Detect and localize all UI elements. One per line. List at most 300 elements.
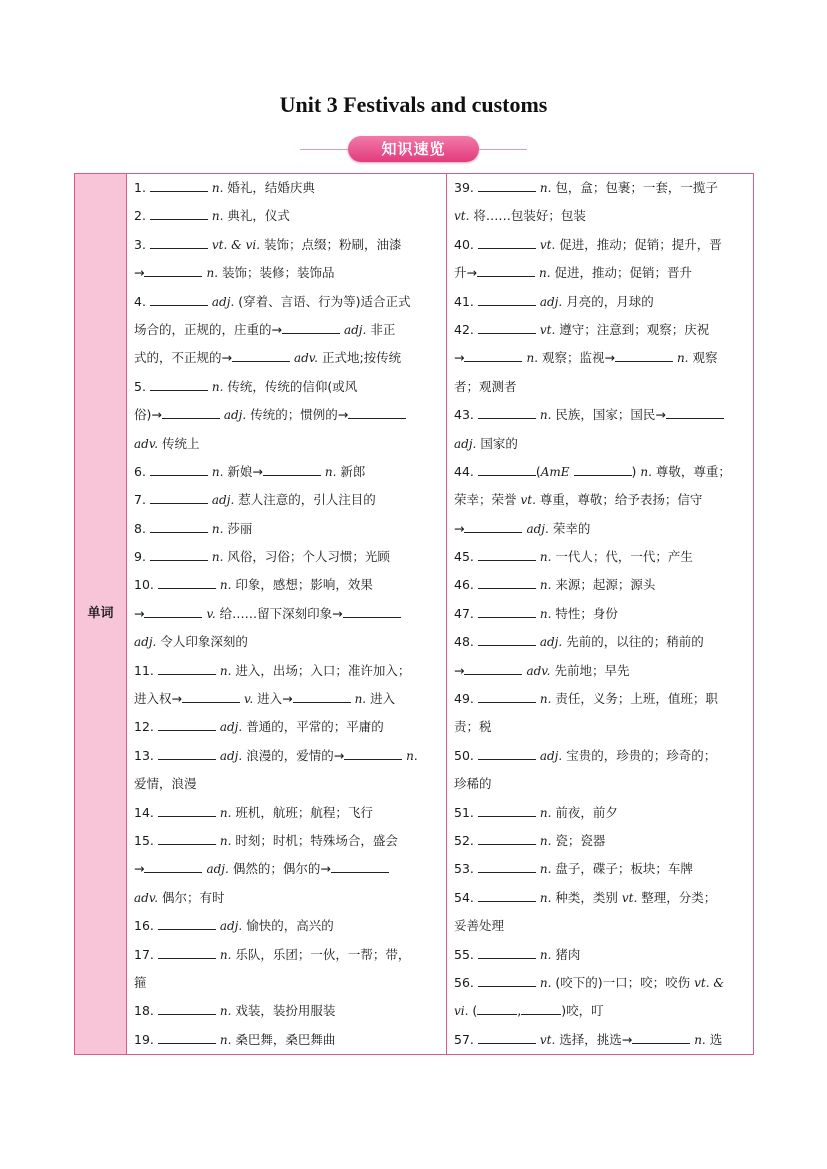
- category-cell: [75, 174, 127, 1054]
- category-label: 单词: [87, 606, 114, 621]
- vocab-line: [454, 941, 746, 969]
- vocab-text: 9.: [134, 549, 150, 565]
- answer-blank[interactable]: [150, 291, 208, 306]
- vocab-text: 装饰；点缀；粉刷，油漆: [260, 236, 402, 252]
- vocab-line: [134, 344, 439, 372]
- vocab-text: 16.: [134, 918, 158, 934]
- vocab-text: 11.: [134, 662, 158, 678]
- answer-blank[interactable]: [150, 376, 208, 391]
- vocab-line: [134, 912, 439, 940]
- vocab-line: [134, 855, 439, 883]
- answer-blank[interactable]: [464, 347, 522, 362]
- vocab-text: 先前的，以往的；稍前的: [562, 634, 704, 650]
- vocab-column-right: [447, 174, 753, 1054]
- vocab-line: [454, 600, 746, 628]
- vocab-text: (: [468, 1003, 478, 1019]
- answer-blank[interactable]: [478, 688, 536, 703]
- vocab-text: 尊重，尊敬；给予表扬；信守: [535, 492, 703, 508]
- vocab-text: 15.: [134, 832, 158, 848]
- answer-blank[interactable]: [478, 802, 536, 817]
- vocab-text: ): [631, 463, 641, 479]
- vocab-line: [454, 515, 746, 543]
- answer-blank[interactable]: [477, 1000, 517, 1015]
- vocab-line: [454, 401, 746, 429]
- part-of-speech: n.: [539, 833, 552, 848]
- vocab-line: [134, 543, 439, 571]
- vocab-text: 5.: [134, 378, 150, 394]
- part-of-speech: v.: [206, 606, 216, 621]
- vocab-line: [134, 742, 439, 770]
- vocab-line: [454, 912, 746, 940]
- vocab-text: 56.: [454, 974, 478, 990]
- answer-blank[interactable]: [162, 404, 220, 419]
- vocab-text: 10.: [134, 577, 158, 593]
- vocab-line: [454, 628, 746, 656]
- vocab-text: 民族，国家；国民→: [551, 407, 666, 423]
- vocab-line: [454, 231, 746, 259]
- vocab-text: 正式地;按传统: [317, 350, 402, 366]
- answer-blank[interactable]: [158, 1000, 216, 1015]
- answer-blank[interactable]: [478, 574, 536, 589]
- vocab-text: 风俗，习俗；个人习惯；光顾: [223, 549, 390, 565]
- part-of-speech: n.: [539, 805, 552, 820]
- answer-blank[interactable]: [158, 944, 216, 959]
- banner-divider-left: [300, 149, 348, 150]
- vocab-text: 6.: [134, 463, 150, 479]
- vocab-line: [134, 600, 439, 628]
- answer-blank[interactable]: [158, 802, 216, 817]
- vocab-text: 8.: [134, 520, 150, 536]
- vocab-text: 式的，不正规的→: [134, 350, 232, 366]
- vocab-line: [134, 685, 439, 713]
- vocab-text: 51.: [454, 804, 478, 820]
- part-of-speech: n.: [211, 464, 224, 479]
- vocab-text: →: [134, 861, 145, 877]
- part-of-speech: vt.: [539, 322, 556, 337]
- part-of-speech: n.: [539, 408, 552, 423]
- vocab-text: 普通的，平常的；平庸的: [242, 719, 384, 735]
- part-of-speech: adj.: [454, 436, 477, 451]
- vocab-text: 传统，传统的信仰(或风: [223, 378, 358, 394]
- part-of-speech: adj.: [343, 322, 367, 337]
- vocab-text: 48.: [454, 634, 478, 650]
- vocab-text: 整理，分类；: [637, 889, 717, 905]
- banner-pill: 知识速览: [348, 136, 479, 162]
- vocab-text: 特性；身份: [551, 605, 618, 621]
- vocab-line: [454, 430, 746, 458]
- vocab-text: 箍: [134, 974, 147, 990]
- vocab-column-left: [127, 174, 447, 1054]
- part-of-speech: n.: [526, 351, 539, 366]
- vocab-text: ,: [517, 1003, 522, 1019]
- part-of-speech: adj.: [539, 294, 563, 309]
- vocab-text: 国家的: [476, 435, 518, 451]
- vocab-line: [134, 401, 439, 429]
- part-of-speech: adj.: [211, 493, 235, 508]
- part-of-speech: vi.: [454, 1004, 469, 1019]
- part-of-speech: n.: [219, 578, 232, 593]
- vocab-line: [134, 997, 439, 1025]
- vocab-text: 瓷；瓷器: [551, 832, 606, 848]
- answer-blank[interactable]: [478, 887, 536, 902]
- vocab-text: 进入权→: [134, 691, 182, 707]
- vocab-text: 浪漫的，爱情的→: [242, 747, 345, 763]
- part-of-speech: n.: [676, 351, 689, 366]
- part-of-speech: n.: [219, 1032, 232, 1047]
- vocab-text: 一代人；代，一代；产生: [551, 549, 693, 565]
- part-of-speech: n.: [354, 692, 367, 707]
- part-of-speech: n.: [539, 862, 552, 877]
- vocab-text: 1.: [134, 180, 150, 195]
- vocab-line: [134, 969, 439, 997]
- vocab-text: →: [134, 265, 145, 281]
- vocab-line: [454, 713, 746, 741]
- vocab-text: 桑巴舞，桑巴舞曲: [231, 1031, 336, 1047]
- part-of-speech: vt.: [539, 1032, 556, 1047]
- vocab-text: 时刻；时机；特殊场合，盛会: [231, 832, 398, 848]
- answer-blank[interactable]: [158, 716, 216, 731]
- vocab-line: [134, 571, 439, 599]
- part-of-speech: adj.: [526, 521, 549, 536]
- part-of-speech: adj.: [219, 720, 243, 735]
- vocab-text: 进入→: [253, 691, 293, 707]
- answer-blank[interactable]: [574, 461, 632, 476]
- vocab-line: [454, 997, 746, 1025]
- answer-blank[interactable]: [521, 1000, 561, 1015]
- answer-blank[interactable]: [478, 858, 536, 873]
- vocab-line: [454, 770, 746, 798]
- answer-blank[interactable]: [293, 688, 351, 703]
- part-of-speech: adj.: [539, 748, 563, 763]
- part-of-speech: n.: [219, 663, 232, 678]
- vocab-line: [134, 231, 439, 259]
- vocab-text: →: [454, 350, 465, 366]
- part-of-speech: n.: [538, 266, 551, 281]
- vocab-text: 50.: [454, 747, 478, 763]
- vocab-line: [134, 884, 439, 912]
- vocab-text: 18.: [134, 1003, 158, 1019]
- vocab-text: 荣幸的: [548, 520, 591, 536]
- vocab-text: 促进，推动；促销；晋升: [550, 265, 692, 281]
- vocab-text: 月亮的，月球的: [562, 293, 654, 309]
- vocab-text: 包，盒；包裹；一套，一揽子: [551, 180, 718, 195]
- vocab-text: 41.: [454, 293, 478, 309]
- vocab-text: 妥善处理: [454, 918, 505, 934]
- part-of-speech: n.: [219, 1004, 232, 1019]
- banner-divider-right: [479, 149, 527, 150]
- vocab-line: [134, 202, 439, 230]
- vocab-text: 遵守；注意到；观察；庆祝: [555, 321, 710, 337]
- answer-blank[interactable]: [150, 205, 208, 220]
- vocab-text: 种类，类别: [551, 889, 622, 905]
- answer-blank[interactable]: [144, 603, 202, 618]
- answer-blank[interactable]: [478, 745, 536, 760]
- part-of-speech: v.: [243, 692, 254, 707]
- part-of-speech: adj.: [219, 919, 243, 934]
- vocab-line: [454, 288, 746, 316]
- answer-blank[interactable]: [150, 234, 208, 249]
- vocab-text: 前夜，前夕: [551, 804, 618, 820]
- vocab-text: 珍稀的: [454, 776, 492, 792]
- vocab-text: 43.: [454, 407, 478, 423]
- vocab-line: [134, 174, 439, 202]
- vocab-line: [454, 685, 746, 713]
- answer-blank[interactable]: [331, 858, 389, 873]
- part-of-speech: vt. &: [694, 975, 725, 990]
- part-of-speech: adv.: [526, 663, 551, 678]
- part-of-speech: n.: [219, 833, 232, 848]
- vocab-text: 13.: [134, 747, 158, 763]
- vocab-text: 49.: [454, 691, 478, 707]
- vocab-text: →: [134, 605, 145, 621]
- answer-blank[interactable]: [150, 489, 208, 504]
- answer-blank[interactable]: [478, 404, 536, 419]
- part-of-speech: n.: [694, 1032, 706, 1047]
- vocab-line: [454, 855, 746, 883]
- part-of-speech: n.: [211, 521, 224, 536]
- vocab-text: 先前地；早先: [550, 662, 630, 678]
- part-of-speech: vt.: [520, 493, 536, 508]
- vocab-line: [134, 827, 439, 855]
- section-banner: [300, 134, 527, 164]
- vocab-text: 46.: [454, 577, 478, 593]
- vocab-text: 42.: [454, 321, 478, 337]
- answer-blank[interactable]: [478, 319, 536, 334]
- vocab-text: 选择，挑选→: [555, 1031, 633, 1047]
- answer-blank[interactable]: [144, 858, 202, 873]
- vocab-text: 7.: [134, 492, 150, 508]
- part-of-speech: n.: [539, 181, 552, 195]
- vocab-text: 传统上: [158, 435, 200, 451]
- answer-blank[interactable]: [150, 518, 208, 533]
- vocab-line: [454, 174, 746, 202]
- vocab-line: [454, 827, 746, 855]
- vocab-text: 猪肉: [551, 946, 581, 962]
- part-of-speech: vt.: [539, 237, 556, 252]
- vocab-line: [134, 657, 439, 685]
- answer-blank[interactable]: [158, 1029, 216, 1044]
- vocab-text: →: [454, 662, 465, 678]
- answer-blank[interactable]: [478, 830, 536, 845]
- part-of-speech: vt.: [621, 890, 638, 905]
- part-of-speech: n.: [406, 748, 418, 763]
- vocab-text: 40.: [454, 236, 478, 252]
- answer-blank[interactable]: [158, 574, 216, 589]
- part-of-speech: n.: [539, 692, 552, 707]
- answer-blank[interactable]: [478, 944, 536, 959]
- vocab-text: 57.: [454, 1031, 478, 1047]
- vocab-text: 偶然的；偶尔的→: [228, 861, 331, 877]
- part-of-speech: adj.: [206, 862, 229, 877]
- vocab-line: [134, 458, 439, 486]
- vocab-text: 新娘→: [223, 463, 263, 479]
- vocab-text: 给……留下深刻印象→: [215, 605, 343, 621]
- vocab-line: [454, 458, 746, 486]
- vocab-text: 责；税: [454, 719, 492, 735]
- vocab-line: [134, 373, 439, 401]
- part-of-speech: n.: [539, 890, 552, 905]
- vocab-text: (咬下的)一口；咬；咬伤: [551, 974, 695, 990]
- vocab-text: 观察；监视→: [538, 350, 615, 366]
- answer-blank[interactable]: [150, 177, 208, 192]
- part-of-speech: adv.: [134, 890, 159, 905]
- answer-blank[interactable]: [666, 404, 724, 419]
- vocab-text: 莎丽: [223, 520, 253, 536]
- part-of-speech: n.: [539, 975, 552, 990]
- part-of-speech: n.: [219, 947, 232, 962]
- page-title: Unit 3 Festivals and customs: [279, 92, 548, 117]
- vocab-text: 装饰；装修；装饰品: [218, 265, 335, 281]
- answer-blank[interactable]: [478, 1029, 536, 1044]
- vocab-text: 新郎: [336, 463, 366, 479]
- part-of-speech: n.: [211, 379, 224, 394]
- answer-blank[interactable]: [464, 518, 522, 533]
- part-of-speech: vt. & vi.: [211, 237, 261, 252]
- vocab-text: 升→: [454, 265, 477, 281]
- vocab-text: 4.: [134, 293, 150, 309]
- answer-blank[interactable]: [144, 262, 202, 277]
- answer-blank[interactable]: [232, 347, 290, 362]
- part-of-speech: AmE: [540, 464, 570, 479]
- vocab-text: 54.: [454, 889, 478, 905]
- vocab-text: 进入: [366, 691, 396, 707]
- answer-blank[interactable]: [263, 461, 321, 476]
- vocab-line: [454, 344, 746, 372]
- vocab-text: (穿着、言语、行为等)适合正式: [234, 293, 411, 309]
- vocab-line: [134, 713, 439, 741]
- vocab-text: 将……包装好；包装: [469, 208, 586, 224]
- vocab-text: 19.: [134, 1031, 158, 1047]
- vocab-text: 55.: [454, 946, 478, 962]
- answer-blank[interactable]: [158, 745, 216, 760]
- vocab-text: 婚礼，结婚庆典: [223, 180, 315, 195]
- vocab-text: 17.: [134, 946, 158, 962]
- vocab-text: 来源；起源；源头: [551, 577, 656, 593]
- vocab-line: [454, 884, 746, 912]
- part-of-speech: n.: [219, 805, 232, 820]
- part-of-speech: adj.: [223, 408, 247, 423]
- answer-blank[interactable]: [282, 319, 340, 334]
- vocab-line: [454, 202, 746, 230]
- answer-blank[interactable]: [158, 830, 216, 845]
- vocab-text: )咬，叮: [561, 1003, 604, 1019]
- vocab-line: [134, 941, 439, 969]
- answer-blank[interactable]: [150, 461, 208, 476]
- answer-blank[interactable]: [478, 546, 536, 561]
- answer-blank[interactable]: [478, 603, 536, 618]
- vocab-text: 场合的，正规的，庄重的→: [134, 321, 282, 337]
- vocab-line: [134, 486, 439, 514]
- part-of-speech: n.: [324, 464, 337, 479]
- vocab-text: 12.: [134, 719, 158, 735]
- answer-blank[interactable]: [158, 915, 216, 930]
- vocab-line: [134, 515, 439, 543]
- vocab-line: [134, 799, 439, 827]
- vocab-text: 47.: [454, 605, 478, 621]
- part-of-speech: adv.: [134, 436, 159, 451]
- vocab-line: [134, 316, 439, 344]
- answer-blank[interactable]: [464, 660, 522, 675]
- part-of-speech: n.: [640, 464, 652, 479]
- vocab-text: 非正: [366, 321, 396, 337]
- answer-blank[interactable]: [615, 347, 673, 362]
- vocab-text: 观察: [688, 350, 718, 366]
- vocab-line: [454, 486, 746, 514]
- part-of-speech: adj.: [539, 635, 563, 650]
- answer-blank[interactable]: [182, 688, 240, 703]
- part-of-speech: n.: [539, 947, 552, 962]
- vocab-text: 乐队，乐团；一伙，一帮；带，: [231, 946, 411, 962]
- vocab-line: [134, 430, 439, 458]
- vocab-text: →: [454, 520, 465, 536]
- part-of-speech: adv.: [293, 351, 318, 366]
- vocab-text: 惹人注意的，引人注目的: [234, 492, 376, 508]
- vocab-text: 者；观测者: [454, 378, 517, 394]
- vocab-text: 俗)→: [134, 407, 162, 423]
- answer-blank[interactable]: [478, 291, 536, 306]
- vocab-text: 尊敬，尊重；: [651, 463, 731, 479]
- part-of-speech: vt.: [454, 209, 470, 224]
- part-of-speech: n.: [539, 550, 552, 565]
- vocab-line: [454, 742, 746, 770]
- vocab-line: [454, 969, 746, 997]
- vocab-text: 偶尔；有时: [158, 889, 225, 905]
- part-of-speech: n.: [211, 209, 224, 224]
- answer-blank[interactable]: [344, 745, 402, 760]
- vocab-line: [134, 770, 439, 798]
- answer-blank[interactable]: [478, 177, 536, 192]
- answer-blank[interactable]: [348, 404, 406, 419]
- vocab-text: (: [535, 463, 541, 479]
- vocab-text: 爱情，浪漫: [134, 776, 197, 792]
- answer-blank[interactable]: [478, 631, 536, 646]
- vocab-line: [134, 259, 439, 287]
- answer-blank[interactable]: [632, 1029, 690, 1044]
- vocab-line: [454, 657, 746, 685]
- vocab-text: 进入，出场；入口；准许加入；: [231, 662, 411, 678]
- vocab-text: 传统的；惯例的→: [246, 407, 349, 423]
- vocab-text: 责任，义务；上班，值班；职: [551, 691, 718, 707]
- vocabulary-table: [74, 173, 754, 1055]
- vocab-line: [454, 316, 746, 344]
- answer-blank[interactable]: [343, 603, 401, 618]
- vocab-text: 愉快的，高兴的: [242, 918, 334, 934]
- vocab-line: [454, 259, 746, 287]
- vocab-text: 促进，推动；促销；提升，晋: [555, 236, 722, 252]
- vocab-line: [134, 288, 439, 316]
- vocab-line: [134, 1026, 439, 1054]
- vocab-text: 39.: [454, 180, 478, 195]
- vocab-text: 45.: [454, 549, 478, 565]
- answer-blank[interactable]: [478, 972, 536, 987]
- part-of-speech: n.: [206, 266, 219, 281]
- answer-blank[interactable]: [477, 262, 535, 277]
- part-of-speech: adj.: [211, 294, 235, 309]
- vocab-text: 14.: [134, 804, 158, 820]
- vocab-line: [454, 571, 746, 599]
- answer-blank[interactable]: [158, 660, 216, 675]
- vocab-line: [454, 799, 746, 827]
- answer-blank[interactable]: [478, 234, 536, 249]
- vocab-text: 荣幸；荣誉: [454, 492, 521, 508]
- vocab-text: 典礼，仪式: [223, 208, 290, 224]
- part-of-speech: n.: [211, 550, 224, 565]
- answer-blank[interactable]: [478, 461, 536, 476]
- vocab-text: 52.: [454, 832, 478, 848]
- answer-blank[interactable]: [150, 546, 208, 561]
- part-of-speech: n.: [211, 181, 224, 195]
- vocab-text: 2.: [134, 208, 150, 224]
